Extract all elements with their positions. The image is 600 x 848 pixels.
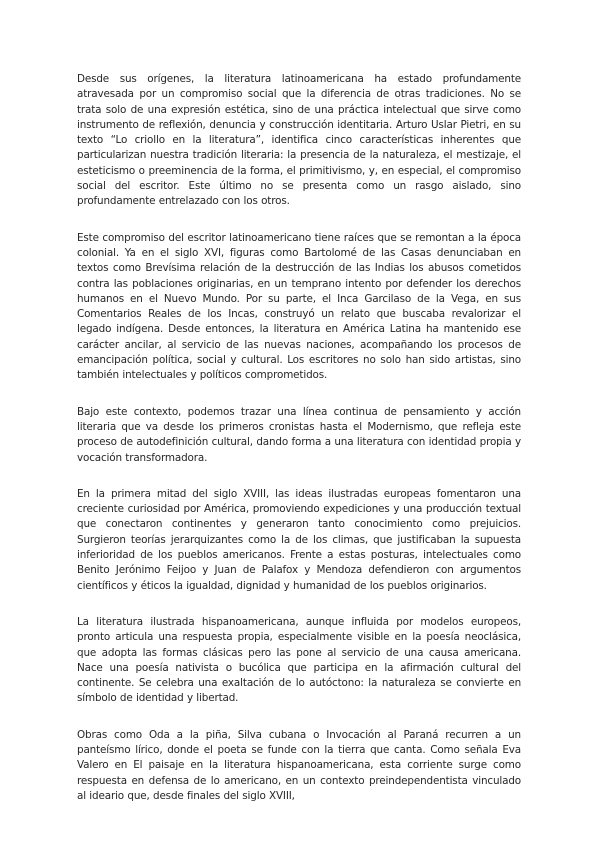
paragraph-2: Este compromiso del escritor latinoamericano tiene raíces que se remontan a la época colonial. Ya en el siglo XVI, figuras como Bartolomé de las Casas denunciaban en textos como Brevísima relación de la destrucción de las Indias los abusos cometidos contra las poblaciones originarias, en un temprano intento por defender los derechos humanos en el Nuevo Mundo. Por su parte, el Inca Garcilaso de la Vega, en sus Comentarios Reales de los Incas, construyó un relato que buscaba revalorizar el legado indígena. Desde entonces, la literatura en América Latina ha mantenido ese carácter ancilar, al servicio de las nuevas naciones, acompañando los procesos de emancipación política, social y cultural. Los escritores no solo han sido artistas, sino también intelectuales y políticos comprometidos. — [77, 231, 521, 382]
paragraph-6: Obras como Oda a la piña, Silva cubana o Invocación al Paraná recurren a un panteísmo lírico, donde el poeta se funde con la tierra que canta. Como señala Eva Valero en El paisaje en la literatura hispanoamericana, esta corriente surge como respuesta en defensa de lo americano, en un contexto preindependentista vinculado al ideario que, desde finales del siglo XVIII, — [77, 728, 521, 802]
paragraph-1: Desde sus orígenes, la literatura latinoamericana ha estado profundamente atravesada por un compromiso social que la diferencia de otras tradiciones. No se trata solo de una expresión estética, sino de una práctica intelectual que sirve como instrumento de reflexión, denuncia y construcción identitaria. Arturo Uslar Pietri, en su texto “Lo criollo en la literatura”, identifica cinco características inherentes que particularizan nuestra tradición literaria: la presencia de la naturaleza, el mestizaje, el esteticismo o preeminencia de la forma, el primitivismo, y, en especial, el compromiso social del escritor. Este último no se presenta como un rasgo aislado, sino profundamente entrelazado con los otros. — [77, 73, 521, 208]
paragraph-5: La literatura ilustrada hispanoamericana, aunque influida por modelos europeos, pronto articula una respuesta propia, especialmente visible en la poesía neoclásica, que adopta las formas clásicas pero las pone al servicio de una causa americana. Nace una poesía nativista o bucólica que participa en la afirmación cultural del continente. Se celebra una exaltación de lo autóctono: la naturaleza se convierte en símbolo de identidad y libertad. — [77, 615, 521, 705]
paragraph-4: En la primera mitad del siglo XVIII, las ideas ilustradas europeas fomentaron una creciente curiosidad por América, promoviendo expediciones y una producción textual que conectaron continentes y generaron tanto conocimiento como prejuicios. Surgieron teorías jerarquizantes como la de los climas, que justificaban la supuesta inferioridad de los pueblos americanos. Frente a estas posturas, intelectuales como Benito Jerónimo Feijoo y Juan de Palafox y Mendoza defendieron con argumentos científicos y éticos la igualdad, dignidad y humanidad de los pueblos originarios. — [77, 487, 521, 592]
paragraph-3: Bajo este contexto, podemos trazar una línea continua de pensamiento y acción literaria que va desde los primeros cronistas hasta el Modernismo, que refleja este proceso de autodefinición cultural, dando forma a una literatura con identidad propia y vocación transformadora. — [77, 405, 521, 464]
